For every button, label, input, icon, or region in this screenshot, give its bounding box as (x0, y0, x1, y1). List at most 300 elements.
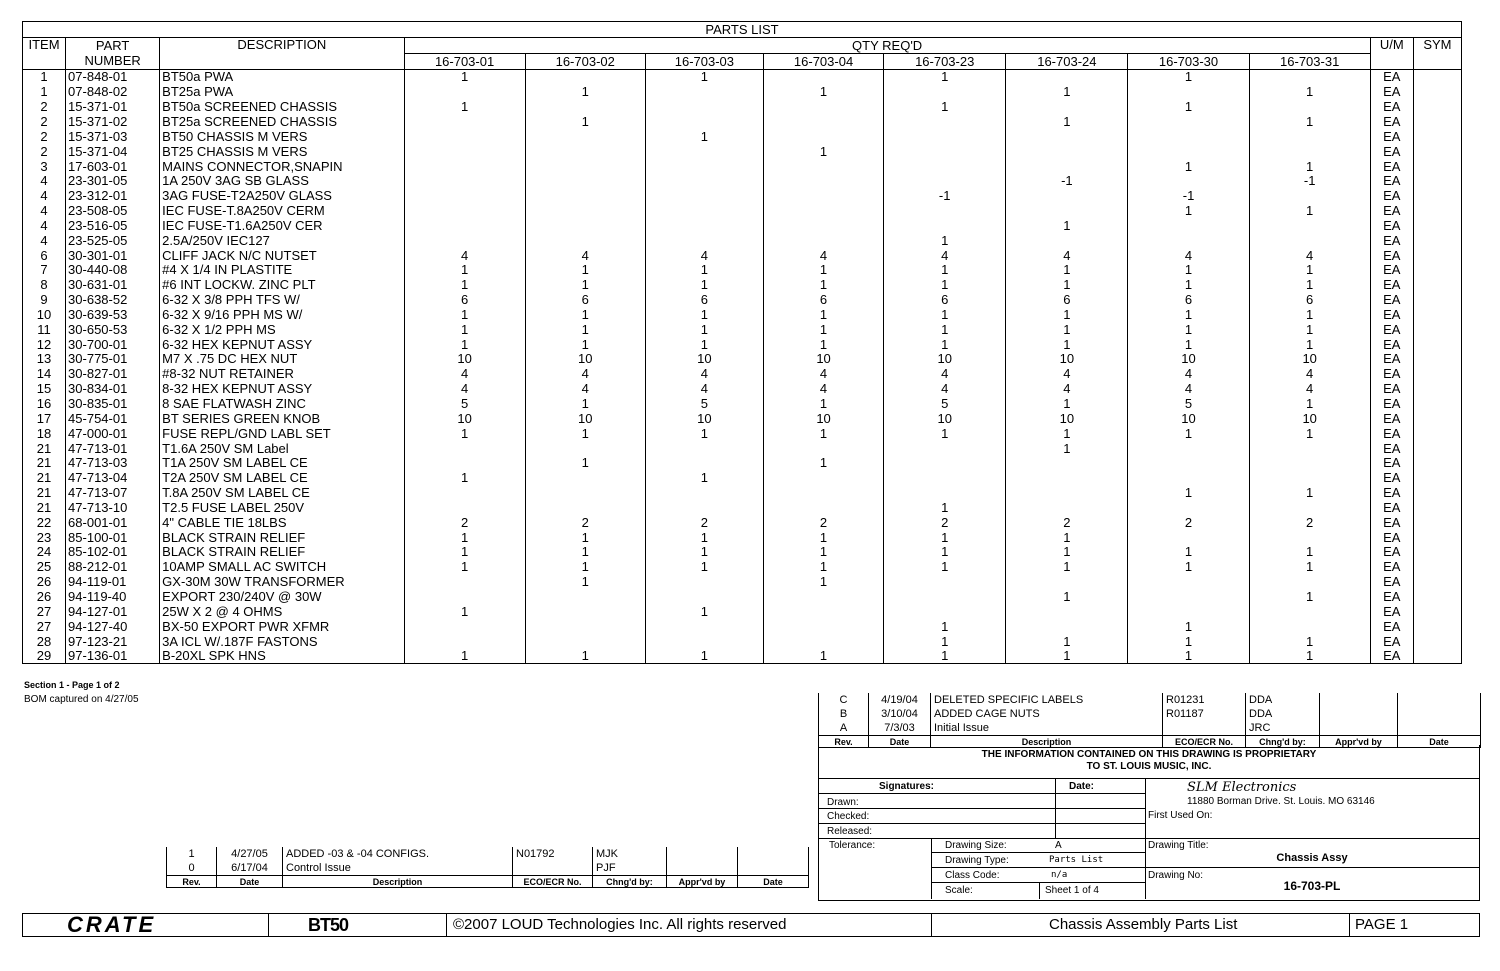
part-number-cell: 30-650-53 (66, 322, 160, 337)
qty-cell (1006, 500, 1128, 515)
item-cell: 8 (23, 277, 66, 292)
date-label: Date: (1069, 781, 1095, 792)
qty-cell: 1 (404, 426, 525, 441)
revision-block-right (818, 693, 1481, 748)
item-cell: 2 (23, 99, 66, 114)
proprietary-line-1: THE INFORMATION CONTAINED ON THIS DRAWING IS PROPRIETARY (981, 749, 1317, 760)
um-cell: EA (1370, 559, 1413, 574)
qty-cell (525, 485, 645, 500)
qty-cell (1128, 500, 1249, 515)
config-header: 16-703-31 (1249, 53, 1370, 69)
qty-cell: 6 (525, 292, 645, 307)
part-number-cell: 47-713-03 (66, 455, 160, 470)
description-cell: #6 INT LOCKW. ZINC PLT (160, 277, 404, 292)
qty-cell: 1 (1006, 396, 1128, 411)
part-number-cell: 94-119-01 (66, 574, 160, 589)
qty-cell (1006, 69, 1128, 84)
sym-cell (1413, 455, 1461, 470)
item-cell: 22 (23, 515, 66, 530)
qty-cell: 1 (1128, 99, 1249, 114)
qty-cell: 1 (525, 396, 645, 411)
qty-cell: 1 (1249, 84, 1370, 99)
item-cell: 2 (23, 114, 66, 129)
table-row (23, 218, 1462, 233)
um-cell: EA (1370, 248, 1413, 263)
qty-cell: 6 (884, 292, 1006, 307)
revision-date-cell: 6/17/04 (217, 861, 283, 876)
qty-cell: 4 (1006, 366, 1128, 381)
class-code-value: n/a (1051, 870, 1068, 880)
revision-empty-cell (738, 861, 809, 876)
footer-model: BT50 (308, 915, 349, 935)
table-row (23, 263, 1462, 278)
drawing-no-label: Drawing No: (1148, 870, 1204, 881)
qty-cell (884, 441, 1006, 456)
item-cell: 3 (23, 159, 66, 174)
part-number-cell: 15-371-01 (66, 99, 160, 114)
qty-cell: 1 (1006, 559, 1128, 574)
qty-cell: 1 (763, 144, 883, 159)
qty-cell (1249, 129, 1370, 144)
qty-cell: 6 (404, 292, 525, 307)
um-cell: EA (1370, 426, 1413, 441)
qty-cell: 1 (1006, 307, 1128, 322)
description-cell: BT50a SCREENED CHASSIS (160, 99, 404, 114)
qty-cell: 2 (404, 515, 525, 530)
qty-cell: 10 (1128, 352, 1249, 367)
qty-cell (1128, 604, 1249, 619)
part-number-cell: 30-631-01 (66, 277, 160, 292)
qty-cell: 1 (763, 559, 883, 574)
table-row (23, 530, 1462, 545)
qty-cell: 1 (645, 322, 763, 337)
qty-cell: 1 (1128, 322, 1249, 337)
qty-cell: 1 (525, 426, 645, 441)
item-cell: 4 (23, 188, 66, 203)
qty-cell: 1 (1249, 159, 1370, 174)
sym-cell (1413, 159, 1461, 174)
qty-cell: 1 (645, 559, 763, 574)
qty-cell: 2 (525, 515, 645, 530)
item-cell: 4 (23, 233, 66, 248)
qty-cell (645, 441, 763, 456)
qty-cell: 6 (1128, 292, 1249, 307)
description-cell: 1A 250V 3AG SB GLASS (160, 173, 404, 188)
item-cell: 7 (23, 263, 66, 278)
part-number-cell: 30-834-01 (66, 381, 160, 396)
qty-cell: 1 (1006, 648, 1128, 663)
part-number-cell: 47-713-07 (66, 485, 160, 500)
item-cell: 17 (23, 411, 66, 426)
item-cell: 9 (23, 292, 66, 307)
qty-cell: 4 (525, 381, 645, 396)
qty-cell: 10 (525, 352, 645, 367)
part-number-cell: 15-371-04 (66, 144, 160, 159)
description-cell: 4" CABLE TIE 18LBS (160, 515, 404, 530)
qty-cell: 1 (1249, 114, 1370, 129)
revision-empty-cell (1320, 721, 1398, 736)
description-cell: #8-32 NUT RETAINER (160, 366, 404, 381)
um-cell: EA (1370, 574, 1413, 589)
qty-cell (645, 485, 763, 500)
qty-cell: 1 (884, 263, 1006, 278)
item-cell: 21 (23, 455, 66, 470)
qty-cell: 1 (1249, 589, 1370, 604)
um-cell: EA (1370, 233, 1413, 248)
table-row (23, 99, 1462, 114)
qty-reqd-header: QTY REQ'D (404, 37, 1370, 53)
item-cell: 26 (23, 574, 66, 589)
qty-cell (1006, 470, 1128, 485)
drawing-type-label: Drawing Type: (945, 855, 1009, 866)
revision-header-chng: Chng'd by: (1246, 736, 1320, 748)
part-number-cell: 15-371-02 (66, 114, 160, 129)
qty-cell (404, 619, 525, 634)
qty-cell (645, 589, 763, 604)
description-cell: M7 X .75 DC HEX NUT (160, 352, 404, 367)
table-row (23, 203, 1462, 218)
qty-cell (645, 218, 763, 233)
qty-cell (645, 574, 763, 589)
item-cell: 24 (23, 545, 66, 560)
footer-doc-title: Chassis Assembly Parts List (1049, 916, 1238, 933)
qty-cell (1249, 470, 1370, 485)
revision-header-date2: Date (738, 876, 809, 888)
qty-cell (1249, 69, 1370, 84)
qty-cell: 1 (404, 99, 525, 114)
qty-cell (1128, 470, 1249, 485)
part-number-header: PART NUMBER (66, 37, 160, 69)
sym-cell (1413, 114, 1461, 129)
part-number-cell: 23-301-05 (66, 173, 160, 188)
table-row (23, 634, 1462, 649)
qty-cell: 5 (645, 396, 763, 411)
table-row (23, 307, 1462, 322)
sym-cell (1413, 233, 1461, 248)
drawn-label: Drawn: (827, 797, 859, 808)
description-cell: 3AG FUSE-T2A250V GLASS (160, 188, 404, 203)
qty-cell: 4 (1006, 248, 1128, 263)
qty-cell: 1 (1006, 84, 1128, 99)
qty-cell (763, 129, 883, 144)
um-cell: EA (1370, 129, 1413, 144)
part-number-cell: 85-102-01 (66, 545, 160, 560)
qty-cell: 1 (763, 337, 883, 352)
um-cell: EA (1370, 352, 1413, 367)
qty-cell: 1 (884, 99, 1006, 114)
part-number-cell: 45-754-01 (66, 411, 160, 426)
part-number-cell: 15-371-03 (66, 129, 160, 144)
qty-cell (525, 129, 645, 144)
qty-cell: 6 (645, 292, 763, 307)
crate-logo-text: CRATE (67, 916, 157, 934)
qty-cell: 10 (884, 411, 1006, 426)
qty-cell (404, 441, 525, 456)
sym-cell (1413, 619, 1461, 634)
description-cell: T.8A 250V SM LABEL CE (160, 485, 404, 500)
qty-cell: 1 (1128, 426, 1249, 441)
drawing-size-value: A (1055, 840, 1062, 851)
table-row (23, 114, 1462, 129)
qty-cell (884, 173, 1006, 188)
sym-cell (1413, 530, 1461, 545)
qty-cell: 10 (525, 411, 645, 426)
qty-cell: 1 (1249, 648, 1370, 663)
sym-cell (1413, 485, 1461, 500)
qty-cell (1006, 619, 1128, 634)
part-number-cell: 30-827-01 (66, 366, 160, 381)
qty-cell (1006, 129, 1128, 144)
part-number-cell: 30-440-08 (66, 263, 160, 278)
revision-desc-cell: ADDED CAGE NUTS (931, 707, 1163, 721)
qty-cell (525, 218, 645, 233)
part-number-cell: 47-000-01 (66, 426, 160, 441)
um-cell: EA (1370, 277, 1413, 292)
qty-cell (884, 589, 1006, 604)
qty-cell: 2 (1128, 515, 1249, 530)
part-number-cell: 30-835-01 (66, 396, 160, 411)
description-cell: 3A ICL W/.187F FASTONS (160, 634, 404, 649)
revision-eco-cell (513, 861, 593, 876)
crate-logo (63, 916, 243, 934)
sym-cell (1413, 292, 1461, 307)
qty-cell: 1 (645, 277, 763, 292)
qty-cell (404, 233, 525, 248)
description-cell: T2.5 FUSE LABEL 250V (160, 500, 404, 515)
config-header: 16-703-24 (1006, 53, 1128, 69)
qty-cell (884, 485, 1006, 500)
qty-cell: 1 (763, 545, 883, 560)
item-cell: 1 (23, 84, 66, 99)
qty-cell (525, 441, 645, 456)
revision-eco-cell: N01792 (513, 847, 593, 861)
description-cell: BT25 CHASSIS M VERS (160, 144, 404, 159)
qty-cell (525, 589, 645, 604)
qty-cell: 4 (884, 248, 1006, 263)
qty-cell: -1 (1128, 188, 1249, 203)
qty-cell (884, 84, 1006, 99)
revision-empty-cell (738, 847, 809, 861)
part-number-cell: 17-603-01 (66, 159, 160, 174)
qty-cell (763, 188, 883, 203)
qty-cell (763, 485, 883, 500)
qty-cell (525, 233, 645, 248)
qty-cell (1128, 129, 1249, 144)
footer-page: PAGE 1 (1355, 916, 1409, 933)
part-number-cell: 07-848-02 (66, 84, 160, 99)
qty-cell: 4 (645, 381, 763, 396)
item-cell: 11 (23, 322, 66, 337)
revision-rev-cell: B (819, 707, 869, 721)
um-cell: EA (1370, 159, 1413, 174)
qty-cell (1128, 441, 1249, 456)
qty-cell (525, 604, 645, 619)
qty-cell: 2 (1249, 515, 1370, 530)
part-number-cell: 47-713-01 (66, 441, 160, 456)
qty-cell (1249, 218, 1370, 233)
um-cell: EA (1370, 619, 1413, 634)
qty-cell: 4 (1128, 381, 1249, 396)
description-cell: FUSE REPL/GND LABL SET (160, 426, 404, 441)
um-cell: EA (1370, 322, 1413, 337)
item-cell: 12 (23, 337, 66, 352)
sym-cell (1413, 604, 1461, 619)
qty-cell: 1 (1249, 485, 1370, 500)
table-row (23, 589, 1462, 604)
item-cell: 13 (23, 352, 66, 367)
scale-label: Scale: (945, 885, 973, 896)
um-cell: EA (1370, 99, 1413, 114)
qty-cell: 2 (1006, 515, 1128, 530)
um-cell: EA (1370, 485, 1413, 500)
qty-cell: 1 (525, 322, 645, 337)
parts-list-table (22, 21, 1462, 664)
um-cell: EA (1370, 589, 1413, 604)
revision-date-cell: 4/27/05 (217, 847, 283, 861)
description-cell: BT25a PWA (160, 84, 404, 99)
description-header: DESCRIPTION (160, 37, 404, 69)
table-row (23, 233, 1462, 248)
table-row (23, 470, 1462, 485)
sym-cell (1413, 500, 1461, 515)
item-cell: 28 (23, 634, 66, 649)
qty-cell: 1 (404, 530, 525, 545)
part-number-cell: 23-516-05 (66, 218, 160, 233)
qty-cell: 1 (884, 233, 1006, 248)
revision-empty-cell (667, 861, 738, 876)
qty-cell: 4 (645, 248, 763, 263)
revision-desc-cell: Control Issue (283, 861, 513, 876)
qty-cell (404, 144, 525, 159)
qty-cell: 1 (763, 263, 883, 278)
qty-cell (645, 99, 763, 114)
qty-cell: 4 (884, 381, 1006, 396)
qty-cell: 1 (884, 634, 1006, 649)
qty-cell (884, 455, 1006, 470)
qty-cell (1249, 500, 1370, 515)
item-cell: 21 (23, 485, 66, 500)
qty-cell (763, 218, 883, 233)
sym-cell (1413, 218, 1461, 233)
revision-header-appr: Appr'vd by (667, 876, 738, 888)
item-cell: 21 (23, 441, 66, 456)
um-cell: EA (1370, 396, 1413, 411)
qty-cell: 4 (1249, 366, 1370, 381)
drawing-no-value: 16-703-PL (1283, 879, 1341, 893)
um-cell: EA (1370, 470, 1413, 485)
part-number-cell: 30-700-01 (66, 337, 160, 352)
qty-cell: 4 (525, 248, 645, 263)
revision-rev-cell: A (819, 721, 869, 736)
qty-cell (884, 470, 1006, 485)
qty-cell: 1 (884, 648, 1006, 663)
sym-cell (1413, 307, 1461, 322)
part-number-cell: 30-775-01 (66, 352, 160, 367)
qty-cell: 1 (1128, 337, 1249, 352)
item-cell: 23 (23, 530, 66, 545)
table-row (23, 515, 1462, 530)
revision-desc-cell: Initial Issue (931, 721, 1163, 736)
qty-cell (404, 218, 525, 233)
qty-cell (1006, 159, 1128, 174)
qty-cell: 5 (884, 396, 1006, 411)
qty-cell: 1 (1006, 337, 1128, 352)
sym-cell (1413, 515, 1461, 530)
revision-row (167, 847, 809, 861)
revision-header-rev: Rev. (167, 876, 217, 888)
qty-cell: 4 (884, 366, 1006, 381)
qty-cell: 1 (884, 69, 1006, 84)
table-row (23, 129, 1462, 144)
revision-date-cell: 3/10/04 (869, 707, 931, 721)
sym-cell (1413, 188, 1461, 203)
qty-cell (1128, 114, 1249, 129)
qty-cell (645, 634, 763, 649)
description-cell: BLACK STRAIN RELIEF (160, 530, 404, 545)
qty-cell: 1 (404, 545, 525, 560)
table-row (23, 188, 1462, 203)
qty-cell: 1 (1249, 203, 1370, 218)
um-cell: EA (1370, 441, 1413, 456)
qty-cell: 1 (525, 559, 645, 574)
qty-cell: 2 (763, 515, 883, 530)
table-row (23, 604, 1462, 619)
qty-cell: 4 (1249, 248, 1370, 263)
qty-cell (645, 114, 763, 129)
table-row (23, 173, 1462, 188)
part-number-cell: 23-508-05 (66, 203, 160, 218)
table-row (23, 84, 1462, 99)
description-cell: MAINS CONNECTOR,SNAPIN (160, 159, 404, 174)
item-cell: 4 (23, 203, 66, 218)
qty-cell (1249, 99, 1370, 114)
description-cell: T1A 250V SM LABEL CE (160, 455, 404, 470)
item-cell: 27 (23, 619, 66, 634)
sym-cell (1413, 129, 1461, 144)
qty-cell: 1 (525, 84, 645, 99)
qty-cell: 10 (645, 352, 763, 367)
qty-cell: 1 (763, 455, 883, 470)
qty-cell: 1 (1249, 337, 1370, 352)
qty-cell: 4 (404, 366, 525, 381)
sym-cell (1413, 396, 1461, 411)
revision-eco-cell: R01231 (1163, 693, 1246, 707)
description-cell: 2.5A/250V IEC127 (160, 233, 404, 248)
qty-cell: 1 (884, 559, 1006, 574)
parts-list-title: PARTS LIST (23, 22, 1462, 38)
qty-cell: 10 (763, 352, 883, 367)
qty-cell: 1 (525, 307, 645, 322)
qty-cell: 1 (884, 337, 1006, 352)
description-cell: BT SERIES GREEN KNOB (160, 411, 404, 426)
item-cell: 1 (23, 69, 66, 84)
qty-cell: 1 (1006, 218, 1128, 233)
qty-cell: 10 (1249, 352, 1370, 367)
qty-cell (404, 203, 525, 218)
qty-cell (1006, 188, 1128, 203)
qty-cell: 1 (404, 263, 525, 278)
qty-cell: -1 (1249, 173, 1370, 188)
qty-cell: 1 (404, 322, 525, 337)
drawing-size-label: Drawing Size: (945, 840, 1007, 851)
checked-label: Checked: (827, 811, 870, 822)
sym-cell (1413, 470, 1461, 485)
qty-cell (404, 129, 525, 144)
qty-cell: 1 (645, 470, 763, 485)
qty-cell: 4 (1128, 248, 1249, 263)
table-row (23, 159, 1462, 174)
qty-cell (404, 455, 525, 470)
